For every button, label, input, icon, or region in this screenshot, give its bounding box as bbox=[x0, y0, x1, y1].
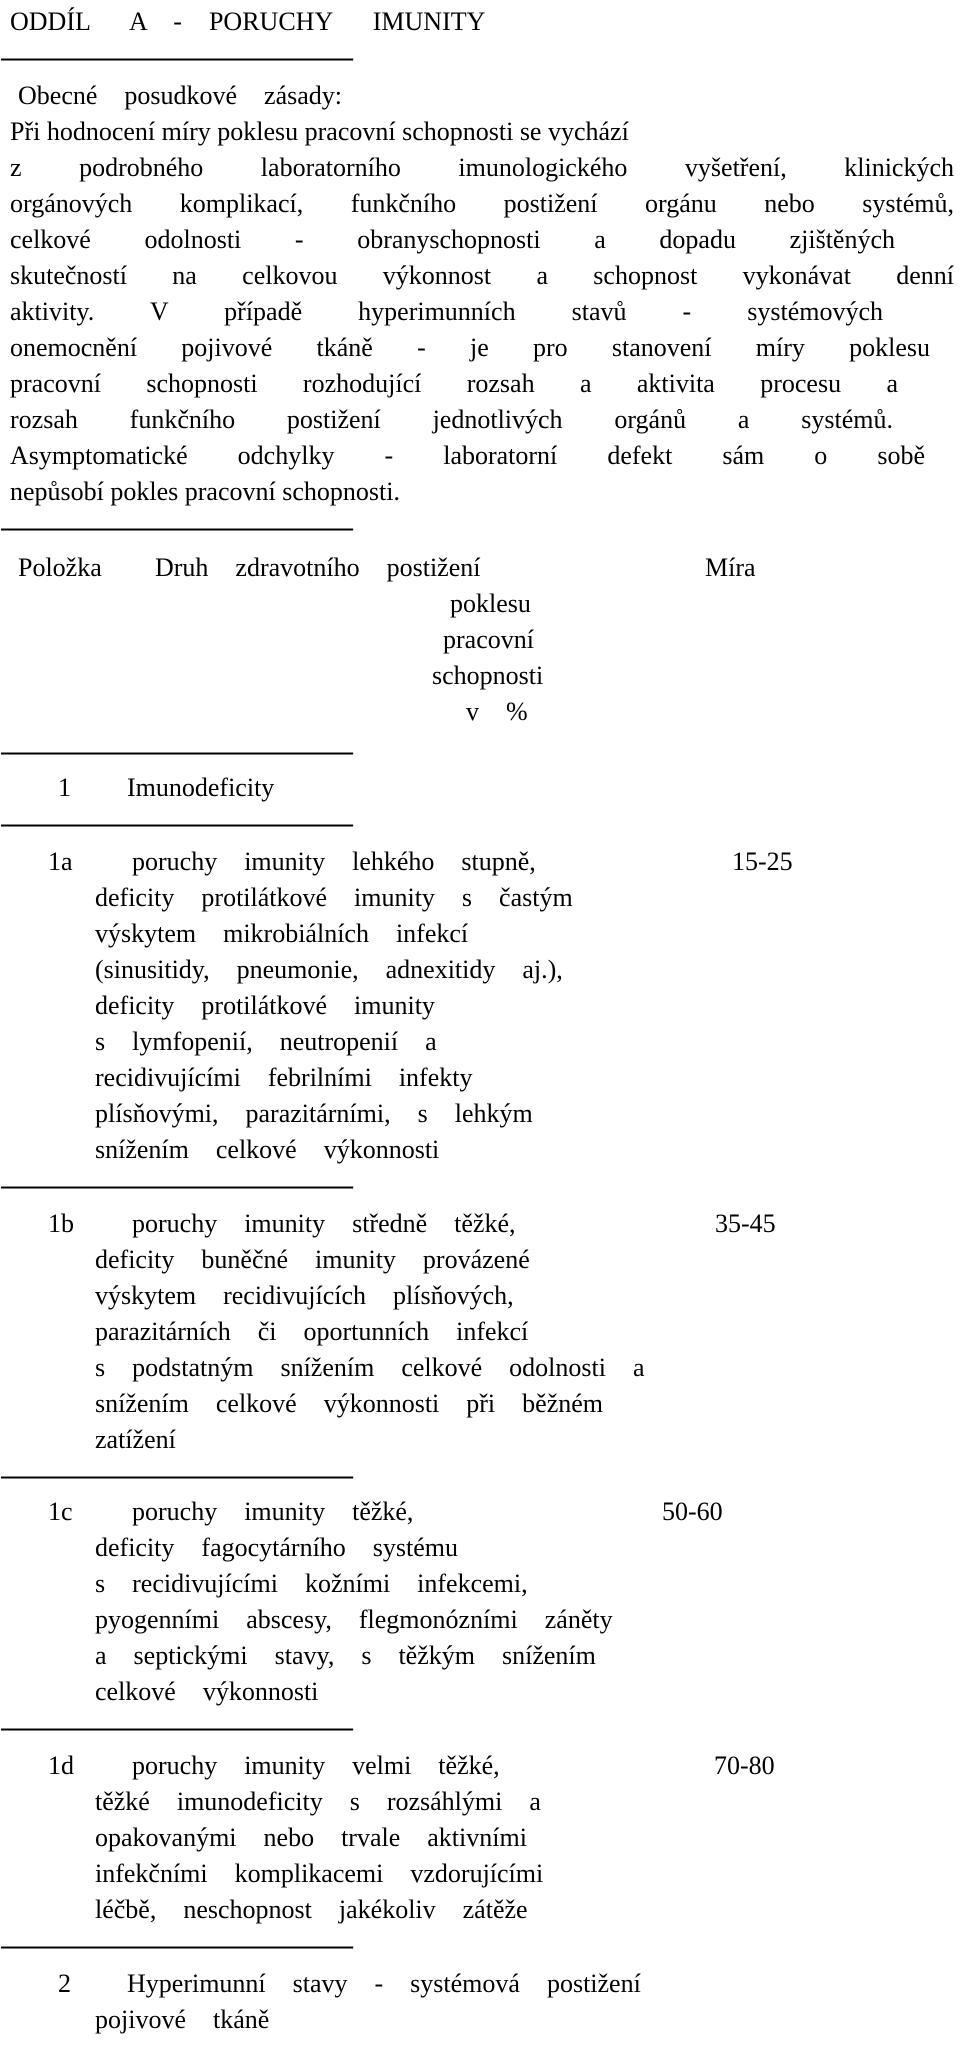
column-header-rate: poklesu bbox=[450, 589, 531, 618]
general-line: pracovní schopnosti rozhodující rozsah a aktivita procesu a bbox=[10, 369, 898, 398]
item-description: plísňovými, parazitárními, s lehkým bbox=[95, 1099, 533, 1128]
column-header-rate: schopnosti bbox=[432, 661, 544, 690]
item-description: poruchy imunity těžké, bbox=[132, 1497, 414, 1526]
item-description: deficity protilátkové imunity s častým bbox=[95, 883, 573, 912]
section-number: 1 bbox=[58, 773, 71, 802]
item-description: recidivujícími febrilními infekty bbox=[95, 1063, 473, 1092]
column-header-rate: v % bbox=[466, 697, 528, 726]
item-description: snížením celkové výkonnosti bbox=[95, 1135, 440, 1164]
column-header-item: Položka bbox=[18, 553, 102, 582]
general-line: nepůsobí pokles pracovní schopnosti. bbox=[10, 477, 400, 506]
item-description: výskytem recidivujících plísňových, bbox=[95, 1281, 514, 1310]
column-header-type: Druh zdravotního postižení bbox=[155, 553, 481, 582]
separator-line: ------------------------------------------------------------- bbox=[0, 809, 352, 838]
separator-line: ------------------------------------------------------------- bbox=[0, 513, 352, 542]
section-heading: Imunodeficity bbox=[127, 773, 275, 802]
item-description: s recidivujícími kožními infekcemi, bbox=[95, 1569, 528, 1598]
separator-line: ------------------------------------------------------------- bbox=[0, 1171, 352, 1200]
item-description: infekčními komplikacemi vzdorujícími bbox=[95, 1859, 544, 1888]
item-rate-range: 50-60 bbox=[662, 1497, 723, 1526]
item-description: a septickými stavy, s těžkým snížením bbox=[95, 1641, 596, 1670]
section-heading: Hyperimunní stavy - systémová postižení bbox=[127, 1969, 641, 1998]
general-line: celkové odolnosti - obranyschopnosti a dopadu zjištěných bbox=[10, 225, 895, 254]
separator-line: ------------------------------------------------------------- bbox=[0, 1931, 352, 1960]
column-header-rate: Míra bbox=[705, 553, 756, 582]
general-line: rozsah funkčního postižení jednotlivých orgánů a systémů. bbox=[10, 405, 893, 434]
column-header-rate: pracovní bbox=[443, 625, 534, 654]
item-description: opakovanými nebo trvale aktivními bbox=[95, 1823, 527, 1852]
item-code: 1d bbox=[48, 1751, 74, 1780]
general-line: Při hodnocení míry poklesu pracovní schopnosti se vychází bbox=[10, 117, 629, 146]
item-rate-range: 35-45 bbox=[715, 1209, 776, 1238]
item-description: těžké imunodeficity s rozsáhlými a bbox=[95, 1787, 541, 1816]
item-description: (sinusitidy, pneumonie, adnexitidy aj.), bbox=[95, 955, 563, 984]
item-code: 1a bbox=[48, 847, 73, 876]
item-description: s lymfopenií, neutropenií a bbox=[95, 1027, 437, 1056]
separator-line: ------------------------------------------------------------- bbox=[0, 1713, 352, 1742]
item-description: s podstatným snížením celkové odolnosti a bbox=[95, 1353, 645, 1382]
item-description: poruchy imunity středně těžké, bbox=[132, 1209, 516, 1238]
section-number: 2 bbox=[58, 1969, 71, 1998]
item-description: celkové výkonnosti bbox=[95, 1677, 319, 1706]
separator-line: ------------------------------------------------------------- bbox=[0, 43, 352, 72]
item-description: parazitárních či oportunních infekcí bbox=[95, 1317, 529, 1346]
separator-line: ------------------------------------------------------------- bbox=[0, 737, 352, 766]
general-line: skutečností na celkovou výkonnost a schopnost vykonávat denní bbox=[10, 261, 954, 290]
item-code: 1c bbox=[48, 1497, 73, 1526]
item-description: deficity buněčné imunity provázené bbox=[95, 1245, 530, 1274]
section-heading-cont: pojivové tkáně bbox=[95, 2005, 270, 2034]
general-line: orgánových komplikací, funkčního postižení orgánu nebo systémů, bbox=[10, 189, 954, 218]
item-code: 1b bbox=[48, 1209, 74, 1238]
general-heading: Obecné posudkové zásady: bbox=[18, 81, 343, 110]
item-description: deficity protilátkové imunity bbox=[95, 991, 435, 1020]
item-description: deficity fagocytárního systému bbox=[95, 1533, 459, 1562]
item-description: výskytem mikrobiálních infekcí bbox=[95, 919, 469, 948]
general-line: aktivity. V případě hyperimunních stavů - systémových bbox=[10, 297, 883, 326]
item-description: zatížení bbox=[95, 1425, 176, 1454]
section-title: ODDÍL A - PORUCHY IMUNITY bbox=[10, 7, 486, 36]
general-line: onemocnění pojivové tkáně - je pro stanovení míry poklesu bbox=[10, 333, 930, 362]
item-description: pyogenními abscesy, flegmonózními záněty bbox=[95, 1605, 613, 1634]
separator-line: ------------------------------------------------------------- bbox=[0, 1461, 352, 1490]
general-line: z podrobného laboratorního imunologického vyšetření, klinických bbox=[10, 153, 954, 182]
item-description: léčbě, neschopnost jakékoliv zátěže bbox=[95, 1895, 528, 1924]
general-line: Asymptomatické odchylky - laboratorní defekt sám o sobě bbox=[10, 441, 925, 470]
item-description: snížením celkové výkonnosti při běžném bbox=[95, 1389, 604, 1418]
item-description: poruchy imunity velmi těžké, bbox=[132, 1751, 500, 1780]
item-description: poruchy imunity lehkého stupně, bbox=[132, 847, 536, 876]
item-rate-range: 15-25 bbox=[732, 847, 793, 876]
item-rate-range: 70-80 bbox=[714, 1751, 775, 1780]
